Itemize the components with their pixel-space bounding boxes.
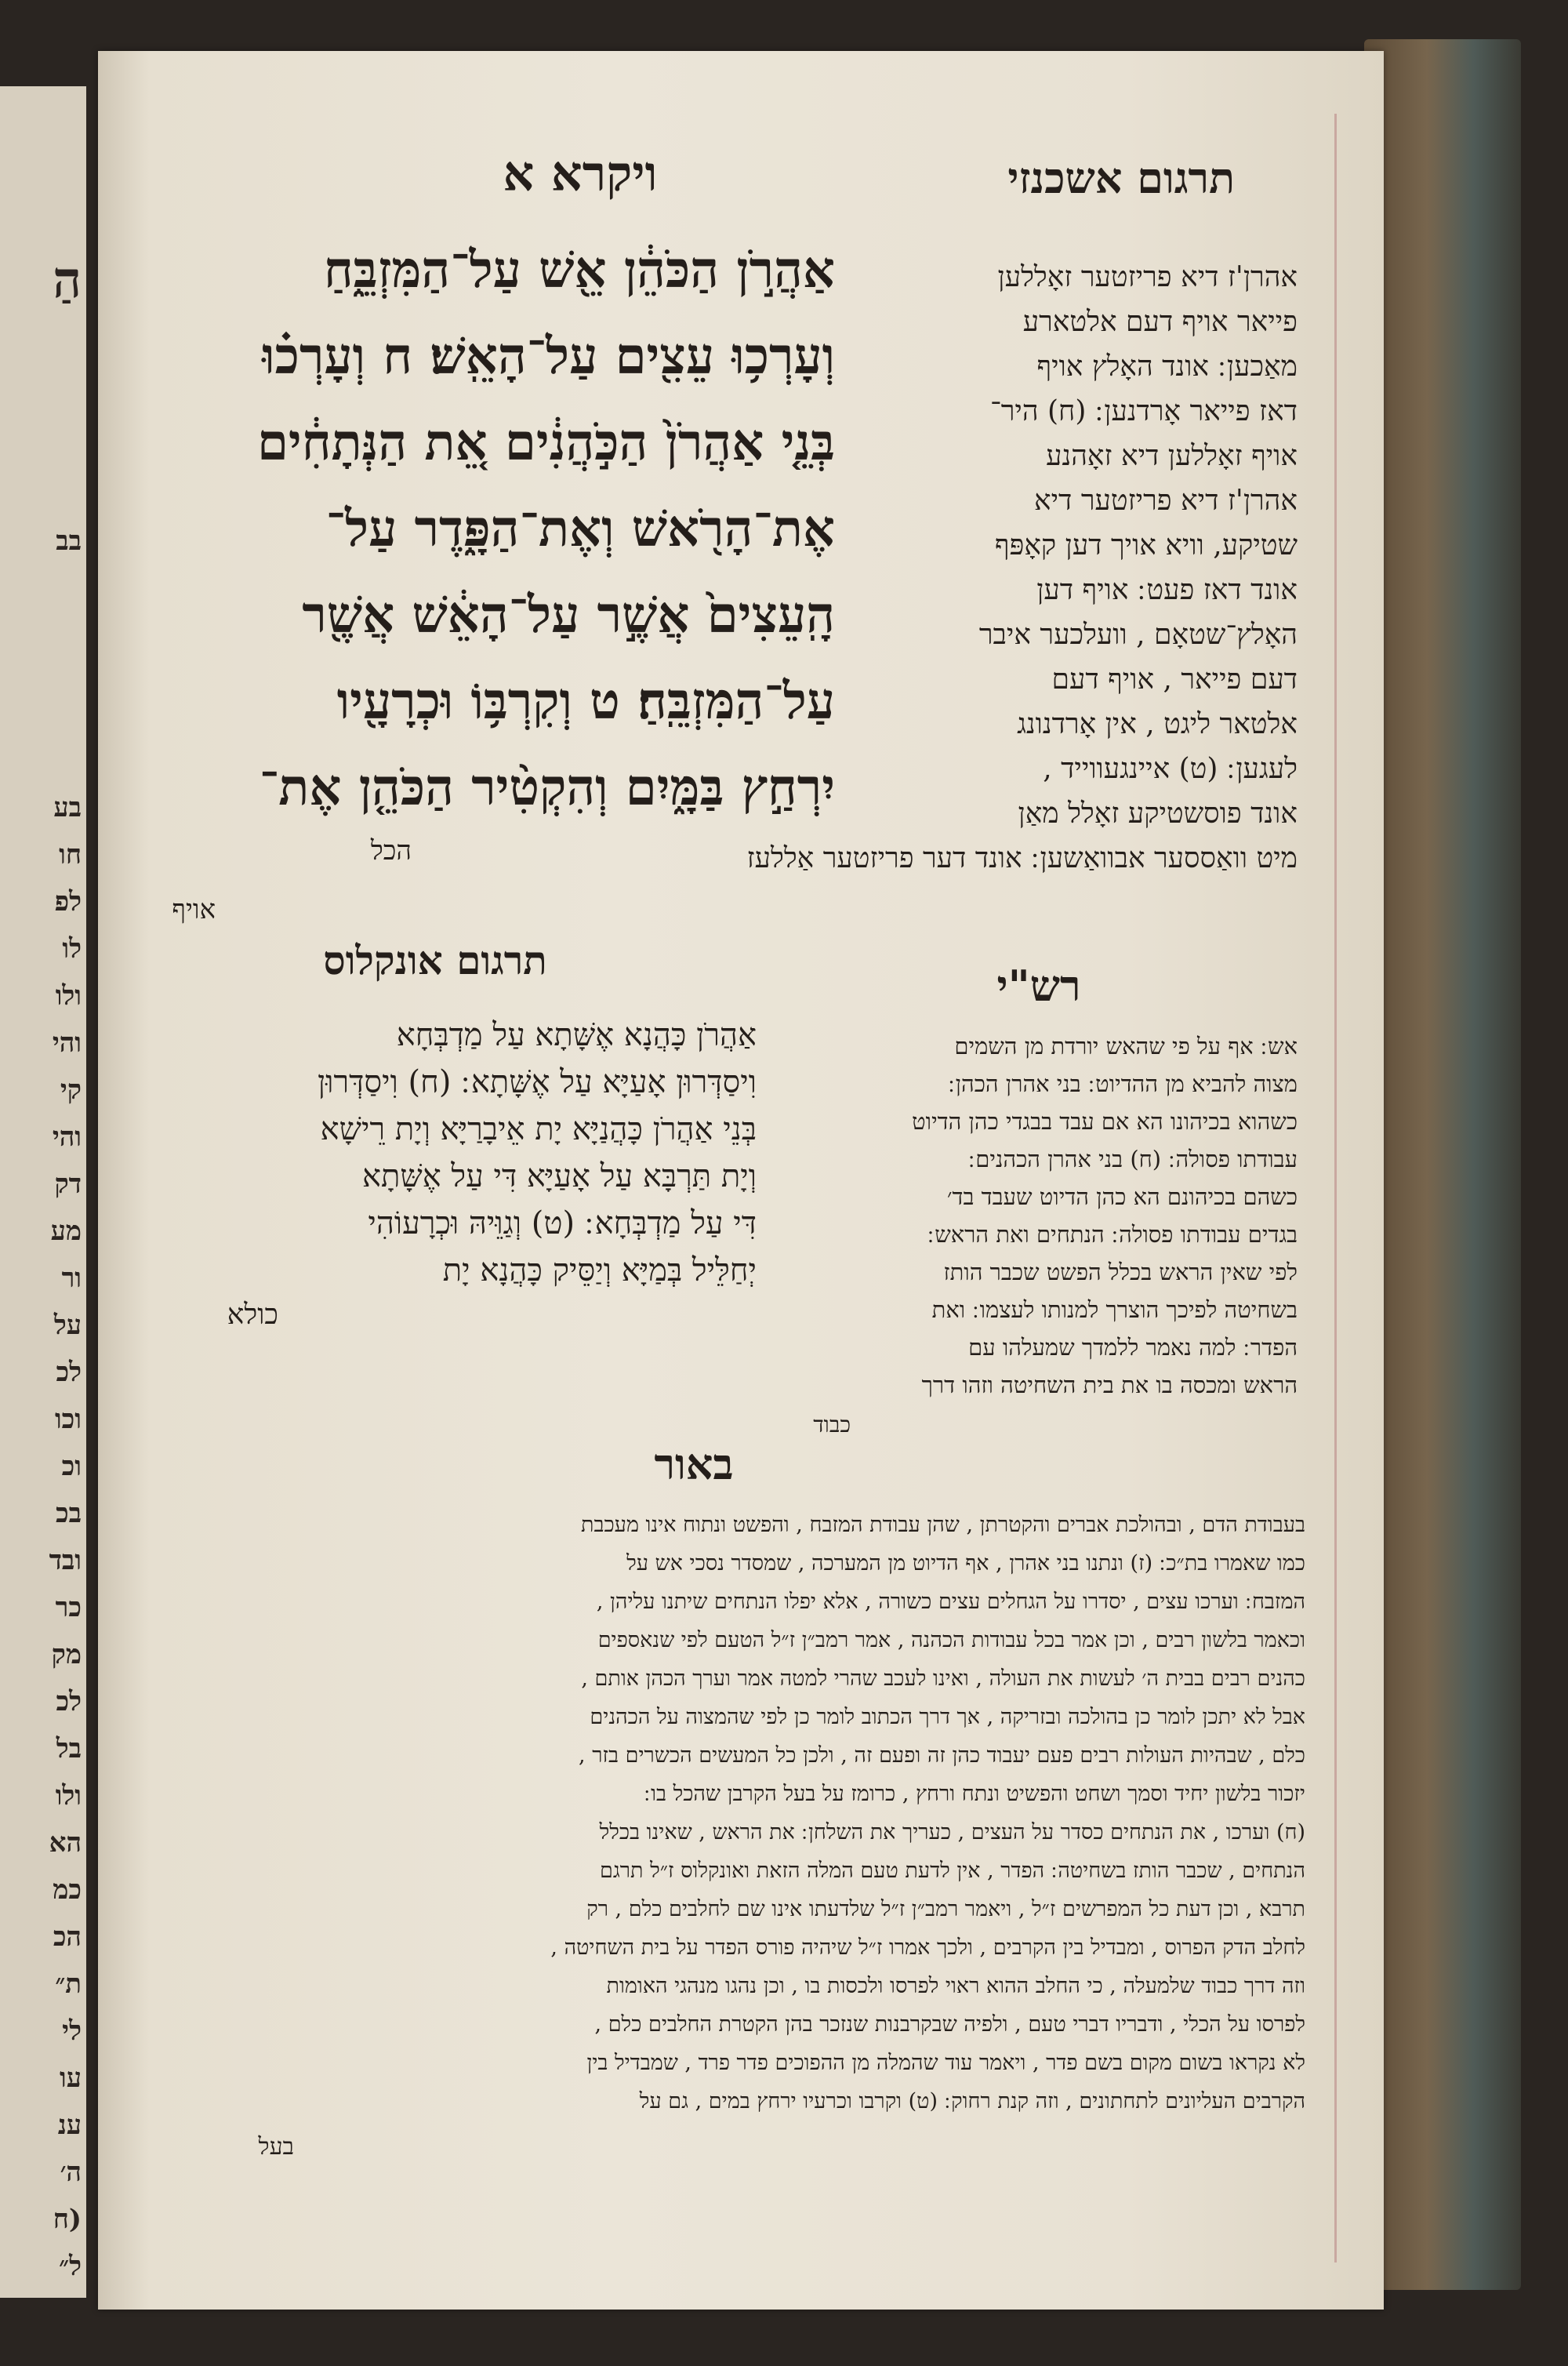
hebrew-text-block	[145, 227, 835, 835]
text-line: אַהֲרֹ֣ן הַכֹּהֵ֔ן אֵ֖שׁ עַל־הַמִּזְבֵּ֑חַ	[323, 241, 835, 300]
facing-page-fragment: ובד	[49, 1545, 82, 1576]
text-line: כהנים רבים בבית ה׳ לעשות את העולה , ואינו לעכב שהרי למטה אמר וערך הכהן אותם ,	[581, 1666, 1305, 1691]
facing-page-text	[0, 86, 86, 2298]
text-line: אלטאר ליגט , אין אָרדנונג	[1017, 708, 1298, 740]
facing-page-fragment: דק	[54, 1168, 82, 1200]
biur-catchword: בעל	[258, 2133, 294, 2161]
facing-page-fragment: לי	[62, 2015, 82, 2047]
facing-page-edge	[0, 86, 86, 2298]
rashi-block	[788, 1027, 1298, 1408]
biur-title: באור	[654, 1439, 734, 1489]
margin-rule	[1334, 114, 1337, 2262]
text-line: כשהם בכיהונם הא כהן הדיוט שעבד בד׳	[946, 1183, 1298, 1210]
facing-page-fragment: בע	[53, 792, 82, 823]
facing-page-fragment: ל״	[59, 2251, 82, 2282]
text-line: פייאר אויף דעם אלטארע	[1022, 306, 1298, 338]
facing-page-fragment: והי	[52, 1027, 82, 1059]
facing-page-fragment: הא	[49, 1827, 82, 1859]
text-line: לפי שאין הראש בכלל הפשט שכבר הותז	[943, 1259, 1298, 1285]
facing-page-fragment: ת״	[55, 1968, 82, 2000]
text-line: בְּנֵ֤י אַהֲרֹן֙ הַכֹּ֣הֲנִ֔ים אֵ֚ת הַנְּתָחִ֔ים	[256, 413, 835, 472]
facing-page-fragment: וכ	[61, 1451, 82, 1482]
text-line: כלם , שבהיות העולות רבים פעם יעבוד כהן זה ופעם זה , ולכן כל המעשים הכשרים בזר ,	[579, 1743, 1305, 1768]
text-line: בְּנֵי אַהֲרֹן כָּהֲנַיָּא יָת אֵיבָרַיָּא וְיָת רֵישָׁא	[320, 1111, 757, 1147]
text-line: תרבא , וכן דעת כל המפרשים ז״ל , ויאמר רמב״ן ז״ל שלדעתו אינו שם לחלבים כלם , רק	[586, 1897, 1305, 1921]
text-line: בעבודת הדם , ובהולכת אברים והקטרתן , שהן עבודת המזבח , והפשט ונתוח אינו מעכבת	[580, 1513, 1305, 1537]
text-line: אבל לא יתכן לומר כן בהולכה ובזריקה , אך דרך הכתוב לומר כן לפי שהמצוה על הכהנים	[590, 1705, 1305, 1729]
text-line: הָֽעֵצִים֙ אֲשֶׁ֣ר עַל־הָאֵ֔שׁ אֲשֶׁ֖ר	[302, 586, 835, 645]
text-line: אַהֲרֹן כָּהֲנָא אֶשָּׁתָא עַל מַדְבְּחָא	[396, 1017, 757, 1053]
text-line: וִיסַדְּרוּן אָעַיָּא עַל אֶשָּׁתָא ׃ (ח) וִיסַדְּרוּן	[318, 1064, 757, 1100]
text-line: הפדר ׃ למה נאמר ללמדך שמעלהו עם	[968, 1334, 1298, 1361]
facing-page-fragment: בב	[56, 525, 82, 557]
text-line: אויף זאָללען דיא זאָהנע	[1046, 440, 1298, 472]
facing-page-fragment: בכ	[55, 1498, 82, 1529]
facing-page-fragment: כמ	[53, 1874, 82, 1906]
text-line: יִרְחַ֣ץ בַּמָּ֑יִם וְהִקְטִ֨יר הַכֹּהֵ֤ן אֶת־	[259, 758, 835, 817]
text-line: בגדים עבודתו פסולה ׃ הנתחים ואת הראש ׃	[927, 1221, 1298, 1248]
facing-page-fragment: מק	[51, 1639, 82, 1670]
facing-page-fragment: ה׳	[60, 2157, 82, 2188]
text-line: מצוה להביא מן ההדיוט ׃ בני אהרן הכהן ׃	[948, 1070, 1298, 1097]
facing-page-fragment: ולו	[55, 1780, 82, 1812]
rashi-title: רש"י	[996, 961, 1081, 1011]
facing-page-fragment: ור	[61, 1263, 82, 1294]
text-line: וכאמר בלשון רבים , וכן אמר בכל עבודות הכהנה , אמר רמב״ן ז״ל הטעם לפי שנאספים	[597, 1628, 1305, 1652]
hebrew-catchword: הכל	[370, 835, 412, 867]
text-line: אונד פוסשטיקע זאָלל מאַן	[1018, 798, 1298, 830]
facing-page-fragment: ולו	[55, 980, 82, 1012]
text-line: אש ׃ אף על פי שהאש יורדת מן השמים	[954, 1033, 1298, 1059]
text-line: אהרן'ז דיא פריזטער זאָללען	[997, 261, 1298, 293]
page-header-left: ויקרא א	[503, 145, 658, 202]
facing-page-fragment: ענ	[57, 2110, 82, 2141]
facing-page-fragment: (ח	[53, 2204, 82, 2235]
onkelos-title: תרגום אונקלוס	[323, 937, 547, 983]
text-line: כמו שאמרו בת״כ ׃ (ז) ונתנו בני אהרן , אף הדיוט מן המערכה , שמסדר נסכי אש על	[626, 1551, 1305, 1576]
book-binding	[1364, 39, 1521, 2290]
text-line: לפרסו על הכלי , ודבריו דברי טעם , ולפיה שבקרבנות שנזכר בהן הקטרת החלבים כלם ,	[594, 2012, 1305, 2037]
facing-page-fragment: מע	[50, 1216, 82, 1247]
text-line: (ח) וערכו , את הנתחים כסדר על העצים , כעריך את השלחן ׃ את הראש , שאינו בכלל	[599, 1820, 1305, 1844]
facing-page-fragment: חו	[59, 839, 82, 870]
biur-block	[145, 1506, 1305, 2133]
german-catchword: אויף	[172, 894, 216, 925]
facing-page-fragment: וכו	[54, 1404, 82, 1435]
text-line: דאז פייאר אָרדנען ׃ (ח) היר־	[989, 395, 1298, 427]
text-line: הקרבים העליונים לתחתונים , וזה קנת רחוק ׃ (ט) וקרבו וכרעיו ירחץ במים , גם על	[639, 2089, 1305, 2113]
text-line: לא נקראו בשום מקום בשם פדר , ויאמר עוד שהמלה מן ההפוכים פדר פרד , שמבדיל בין	[586, 2051, 1305, 2075]
german-translation-block	[746, 255, 1298, 890]
text-line: מיט וואַססער אבוואַשען ׃ אונד דער פריזטער אַללעז	[746, 842, 1298, 874]
text-line: כשהוא בכיהונו הא אם עבד בבגדי כהן הדיוט	[912, 1108, 1298, 1135]
text-line: המזבח ׃ וערכו עצים , יסדרו על הגחלים עצים כשורה , אלא יפלו הנתחים שיתנו עליהן ,	[596, 1590, 1305, 1614]
facing-page-fragment: לפ	[54, 886, 82, 918]
rashi-catchword: כבוד	[813, 1412, 851, 1437]
text-line: וזה דרך כבוד שלמעלה , כי החלב ההוא ראוי לפרסו ולכסות בו , וכן נהגו מנהגי האומות	[606, 1974, 1305, 1998]
facing-page-fragment: עו	[60, 2063, 82, 2094]
page-header-right: תרגום אשכנזי	[1007, 153, 1235, 203]
facing-page-fragment: על	[53, 1310, 82, 1341]
book-page	[98, 51, 1384, 2310]
facing-page-fragment: והי	[52, 1121, 82, 1153]
text-line: דִּי עַל מַדְבְּחָא ׃ (ט) וְגַוֵּיהּ וּכְרָעוֹהִי	[368, 1205, 757, 1241]
text-line: הנתחים , שכבר הותז בשחיטה ׃ הפדר , אין לדעת טעם המלה הזאת ואונקלוס ז״ל תרגם	[600, 1859, 1305, 1883]
text-line: אונד דאז פעט ׃ אויף דען	[1036, 574, 1298, 606]
text-line: יזכור בלשון יחיד וסמך ושחט והפשיט ונתח ורחץ , כרומז על בעל הקרבן שהכל בו ׃	[644, 1782, 1305, 1806]
facing-page-fragment: לו	[62, 933, 82, 965]
text-line: עַל־הַמִּזְבֵּֽחַ׃ ט וְקִרְבּ֥וֹ וּכְרָעָ֖יו	[336, 672, 835, 731]
text-line: מאַכען ׃ אונד האָלץ אויף	[1036, 351, 1298, 383]
onkelos-block	[145, 1012, 757, 1302]
facing-page-fragment: בל	[56, 1733, 82, 1765]
text-line: לחלב הדק הפרוס , ומבדיל בין הקרבים , ולכך אמרו ז״ל שיהיה פורס הפדר על בית השחיטה ,	[550, 1935, 1305, 1960]
text-line: וְעָרְכ֥וּ עֵצִ֖ים עַל־הָאֵֽשׁ׃ ח וְעָרְכ֗וּ	[262, 327, 835, 386]
facing-page-fragment: קי	[60, 1074, 82, 1106]
text-line: וְיָת תַּרְבָּא עַל אָעַיָּא דִּי עַל אֶשָּׁתָא	[361, 1158, 757, 1194]
text-line: אהרן'ז דיא פריזטער דיא	[1034, 485, 1298, 517]
facing-page-fragment: לכ	[56, 1686, 82, 1717]
text-line: אֶת־הָרֹ֖אשׁ וְאֶת־הַפָּ֑דֶר עַל־	[325, 500, 835, 558]
facing-page-fragment: לכ	[56, 1357, 82, 1388]
text-line: האָלץ־שטאָם , וועלכער איבר	[978, 619, 1298, 651]
facing-page-fragment: כר	[55, 1592, 82, 1623]
text-line: עבודתו פסולה ׃ (ח) בני אהרן הכהנים ׃	[968, 1146, 1298, 1172]
text-line: בשחיטה לפיכך הוצרך למנותו לעצמו ׃ ואת	[931, 1296, 1298, 1323]
facing-page-fragment: הכ	[53, 1921, 82, 1953]
text-line: יְחַלֵּיל בְּמַיָּא וְיַסֵּיק כָּהֲנָא יָת	[442, 1252, 757, 1288]
text-line: דעם פייאר , אויף דעם	[1051, 663, 1298, 696]
onkelos-catchword: כולא	[227, 1299, 278, 1331]
text-line: שטיקע, וויא אויך דען קאָפּף	[994, 529, 1298, 562]
text-line: הראש ומכסה בו את בית השחיטה וזהו דרך	[921, 1372, 1298, 1398]
text-line: לעגען ׃ (ט) איינגעווייד ,	[1043, 753, 1298, 785]
facing-page-fragment: הַ	[53, 251, 82, 310]
